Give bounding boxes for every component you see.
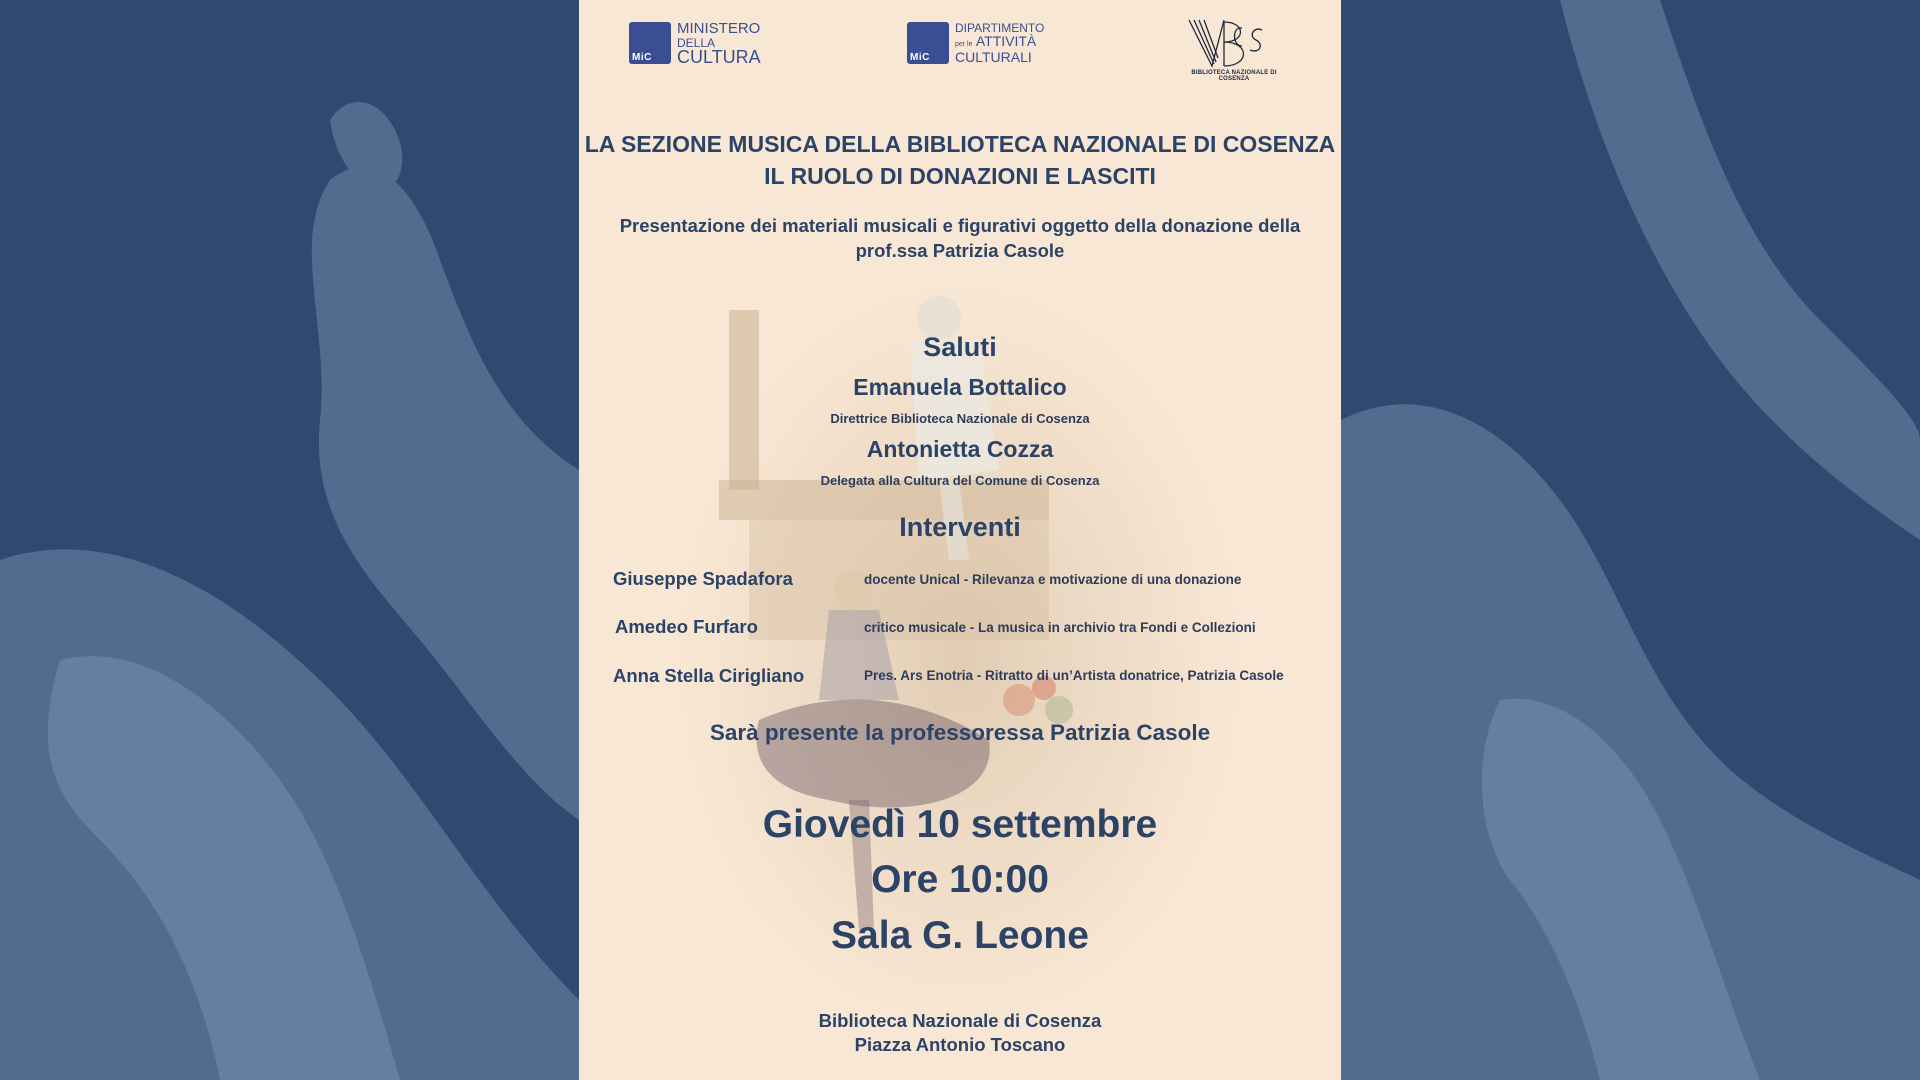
saluti-person-role: Delegata alla Cultura del Comune di Cosenza [820,473,1100,488]
speaker-description: Pres. Ars Enotria - Ritratto di un’Artista donatrice, Patrizia Casole [864,668,1284,683]
event-place: Sala G. Leone [831,914,1089,957]
saluti-heading: Saluti [923,332,997,362]
logo-line: ATTIVITÀ [975,33,1037,49]
subtitle-line-2: prof.ssa Patrizia Casole [855,240,1065,261]
speaker-description: critico musicale - La musica in archivio tra Fondi e Collezioni [864,620,1256,635]
address-line-2: Piazza Antonio Toscano [854,1034,1066,1055]
event-title [579,128,1341,192]
logo-line: CULTURA [677,47,761,67]
interventi-heading: Interventi [899,512,1021,542]
event-time: Ore 10:00 [871,858,1049,901]
speaker-row [615,616,1315,646]
mic-logo-icon: MiC [629,22,671,64]
logo-line: CULTURALI [955,49,1032,65]
title-line-1: LA SEZIONE MUSICA DELLA BIBLIOTECA NAZIONALE DI COSENZA [584,131,1336,157]
speaker-row [613,568,1313,598]
event-date: Giovedì 10 settembre [762,803,1158,846]
logo-line: MINISTERO [677,20,761,37]
event-poster [579,0,1341,1080]
bncs-monogram-icon [1184,18,1284,74]
event-subtitle [579,213,1341,263]
title-line-2: IL RUOLO DI DONAZIONI E LASCITI [764,163,1156,189]
guest-note: Sarà presente la professoressa Patrizia Casole [709,720,1211,745]
logo-line: per le [955,41,973,48]
mic-logo-icon: MiC [907,22,949,64]
logo-line: DIPARTIMENTO [955,21,1045,35]
saluti-person-name: Emanuela Bottalico [853,374,1067,400]
saluti-person-role: Direttrice Biblioteca Nazionale di Cosenza [830,411,1090,426]
dipartimento-logo [907,22,1044,64]
logo-line: DELLA [677,36,716,50]
speaker-description: docente Unical - Rilevanza e motivazione di una donazione [864,572,1242,587]
logo-caption: BIBLIOTECA NAZIONALE DI COSENZA [1191,70,1277,82]
ministero-cultura-logo [629,20,761,67]
speaker-row [613,665,1313,695]
saluti-person-name: Antonietta Cozza [866,436,1054,462]
speaker-name: Anna Stella Cirigliano [613,665,805,686]
subtitle-line-1: Presentazione dei materiali musicali e figurativi oggetto della donazione della [619,215,1301,236]
speaker-name: Amedeo Furfaro [615,616,758,637]
biblioteca-cosenza-logo [1184,18,1284,82]
address-line-1: Biblioteca Nazionale di Cosenza [818,1010,1102,1031]
speaker-name: Giuseppe Spadafora [613,568,793,589]
